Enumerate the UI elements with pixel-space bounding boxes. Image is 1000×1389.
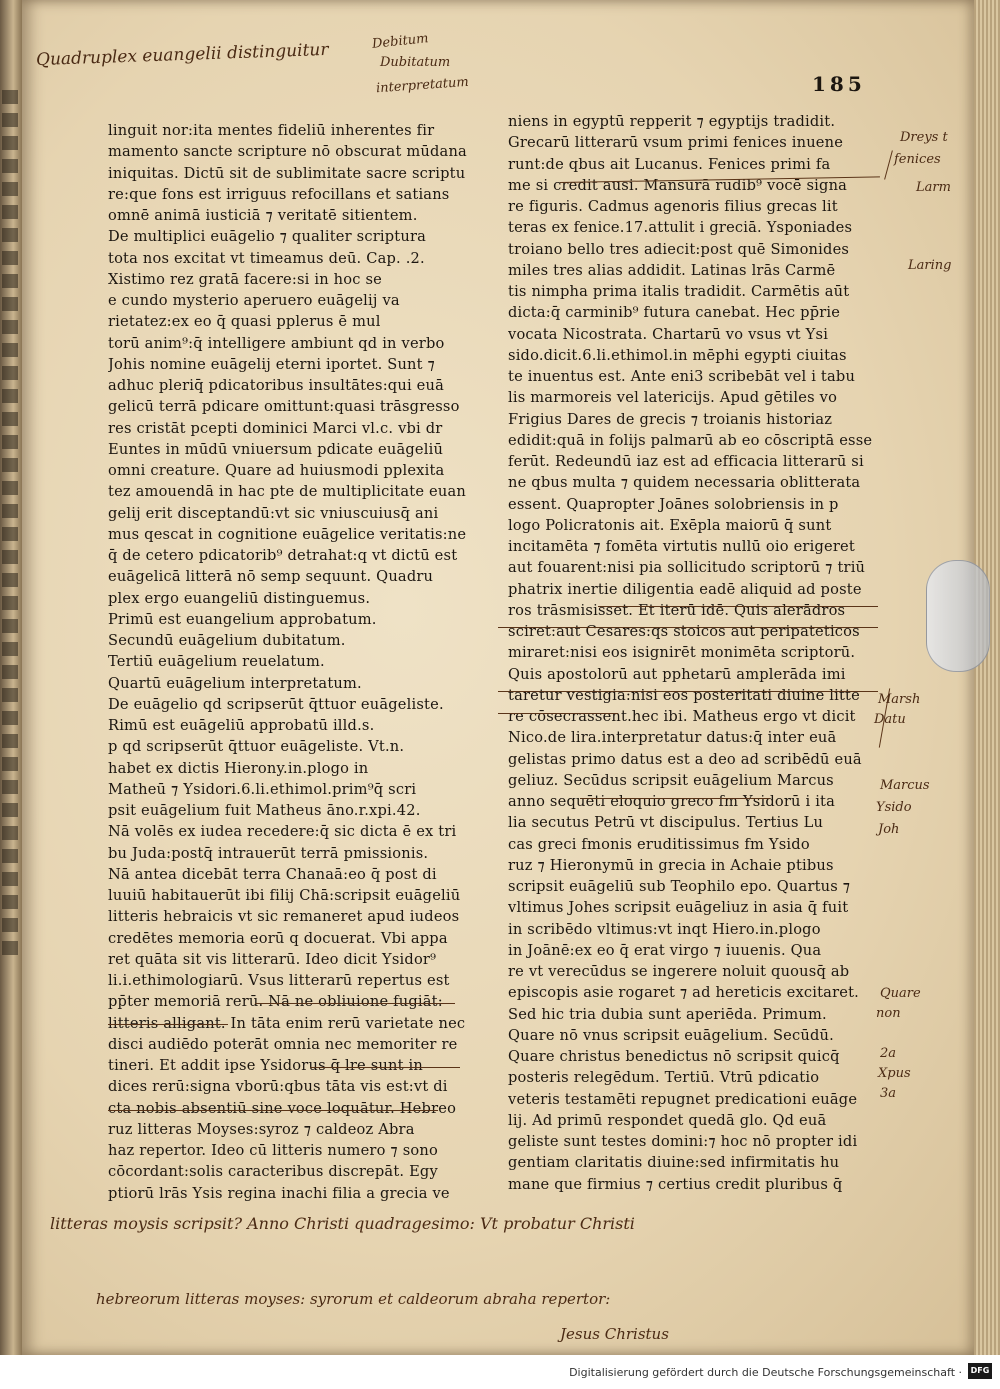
- text-line: Matheū ⁊ Ysidori.6.li.ethimol.prim⁹q̄ scri: [108, 780, 417, 798]
- margin-note-right: Marcus: [880, 778, 930, 793]
- margin-note-right: Datu: [874, 712, 906, 727]
- text-line: omni creature. Quare ad huiusmodi pplexita: [108, 462, 445, 479]
- text-line: gelistas primo datus est a deo ad scribēdū euā: [508, 750, 862, 768]
- text-line: niens in egyptū repperit ⁊ egyptijs tradidit.: [508, 113, 836, 130]
- ink-underline: [498, 691, 878, 692]
- text-line: gelij erit disceptandū:vt sic vniuscuiusq̄ ani: [108, 504, 439, 522]
- text-line: te inuentus est. Ante eni3 scribebāt vel i tabu: [508, 368, 856, 385]
- handwritten-note-bottom-3: Jesus Christus: [560, 1325, 669, 1343]
- ink-underline: [580, 798, 770, 799]
- text-line: litteris hebraicis vt sic remaneret apud iudeos: [108, 908, 460, 926]
- text-line: ptiorū lrās Ysis regina inachi filia a grecia ve: [108, 1184, 450, 1202]
- margin-note-right: 3a: [880, 1086, 897, 1101]
- margin-note-right: Dreys t: [900, 130, 948, 145]
- text-line: geliste sunt testes domini:⁊ hoc nō propter idi: [508, 1133, 858, 1150]
- margin-note-right: Ysido: [876, 800, 912, 815]
- text-line: vocata Nicostrata. Chartarū vo vsus vt Ysi: [508, 325, 829, 343]
- text-column-left: [108, 120, 490, 1204]
- text-line: cta nobis absentiū sine voce loquātur. Hebreo: [108, 1099, 457, 1117]
- folio-number: 185: [812, 72, 866, 96]
- text-line: li.i.ethimologiarū. Vsus litterarū repertus est: [108, 972, 450, 989]
- text-line: mus qescat in cognitione euāgelice veritatis:ne: [108, 525, 467, 543]
- handwritten-note-top: Quadruplex euangelii distinguitur: [35, 39, 329, 71]
- margin-note-right: Xpus: [878, 1066, 911, 1081]
- text-line: habet ex dictis Hierony.in.plogo in: [108, 759, 369, 777]
- text-line: Johis nomine euāgelij eterni iportet. Sunt ⁊: [108, 355, 435, 373]
- text-line: teras ex fenice.17.attulit i greciā. Ysponiades: [508, 219, 853, 237]
- text-line: adhuc pleriq̄ pdicatoribus insultātes:qui euā: [108, 377, 444, 394]
- margin-note-right: Joh: [878, 822, 900, 837]
- text-line: Sed hic tria dubia sunt aperiēda. Primum.: [508, 1005, 827, 1023]
- text-line: lij. Ad primū respondet quedā glo. Qd euā: [508, 1111, 827, 1129]
- text-line: cōcordant:solis caracteribus discrepāt. Egy: [108, 1163, 438, 1181]
- text-line: lis marmoreis vel latericijs. Apud gētiles vo: [508, 389, 838, 407]
- text-line: Quis apostolorū aut pphetarū amplerāda imi: [508, 665, 846, 683]
- text-line: re figuris. Cadmus agenoris filius grecas lit: [508, 198, 838, 215]
- text-line: Nā antea dicebāt terra Chanaā:eo q̄ post di: [108, 865, 437, 883]
- text-line: Frigius Dares de grecis ⁊ troianis historiaz: [508, 410, 833, 428]
- text-line: posteris relegēdum. Tertiū. Vtrū pdicatio: [508, 1069, 820, 1087]
- text-line: tineri. Et addit ipse Ysidorus q̄ lre sunt in: [108, 1057, 423, 1074]
- text-line: Euntes in mūdū vniuersum pdicate euāgeliū: [108, 440, 444, 458]
- text-line: in scribēdo vltimus:vt inqt Hiero.in.plogo: [508, 920, 821, 938]
- text-line: episcopis asie rogaret ⁊ ad hereticis excitaret.: [508, 984, 859, 1002]
- text-column-right: [508, 111, 880, 1195]
- text-line: Nā volēs ex iudea recedere:q̄ sic dicta ē ex tri: [108, 823, 457, 841]
- plastic-page-clip: [926, 560, 990, 672]
- text-line: miraret:nisi eos isignirēt monimēta scriptorū.: [508, 644, 856, 662]
- text-line: phatrix inertie diligentia eadē aliquid ad poste: [508, 580, 862, 598]
- ink-underline: [255, 1003, 455, 1004]
- footer-bar: [0, 1355, 1000, 1389]
- text-line: res cristāt pcepti dominici Marci vl.c. vbi dr: [108, 419, 443, 437]
- text-line: ros trāsmisisset. Et iterū idē. Quis alerādros: [508, 601, 846, 619]
- handwritten-note-top-right-2: Dubitatum: [380, 55, 451, 70]
- text-line: anno sequēti eloquio greco fm Ysidorū i ita: [508, 793, 836, 810]
- margin-note-right: Quare: [880, 986, 921, 1001]
- text-line: Rimū est euāgeliū approbatū illd.s.: [108, 717, 375, 734]
- text-line: vltimus Johes scripsit euāgeliuz in asia q̄ fuit: [508, 899, 849, 917]
- text-line: haz repertor. Ideo cū litteris numero ⁊ sono: [108, 1142, 438, 1159]
- text-line: tis nimpha prima italis tradidit. Carmētis aūt: [508, 283, 850, 300]
- text-line: bu Juda:postq̄ intrauerūt terrā pmissionis.: [108, 844, 429, 862]
- text-line: essent. Quapropter Joānes solobriensis in p: [508, 495, 839, 513]
- text-line: sido.dicit.6.li.ethimol.in mēphi egypti ciuitas: [508, 346, 847, 364]
- text-line: gentiam claritatis diuine:sed infirmitatis hu: [508, 1154, 840, 1172]
- dfg-logo: DFG: [968, 1363, 992, 1379]
- text-line: p qd scripserūt q̄ttuor euāgeliste. Vt.n.: [108, 738, 405, 756]
- handwritten-note-top-right-3: interpretatum: [375, 74, 470, 97]
- handwritten-note-bottom-1: litteras moysis scripsit? Anno Christi quadragesimo: Vt probatur Christi: [50, 1214, 635, 1233]
- margin-note-right: non: [876, 1006, 901, 1021]
- text-line: me si credit ausi. Mansurā rudib⁹ vocē signa: [508, 176, 848, 194]
- text-line: logo Policratonis ait. Exēpla maiorū q̄ sunt: [508, 516, 832, 534]
- ink-underline: [598, 606, 878, 607]
- text-line: omnē animā iusticiā ⁊ veritatē sitientem.: [108, 207, 418, 224]
- text-line: Quare christus benedictus nō scripsit quicq̄: [508, 1048, 840, 1065]
- text-line: Quare nō vnus scripsit euāgelium. Secūdū.: [508, 1026, 834, 1044]
- ink-underline: [498, 713, 618, 714]
- text-line: pp̄ter memoriā rerū. Nā ne obliuione fugiāt:: [108, 993, 443, 1011]
- ink-underline: [310, 1067, 460, 1068]
- page-block-edge: [974, 0, 1000, 1355]
- text-line: ferūt. Redeundū iaz est ad efficacia litterarū si: [508, 453, 864, 470]
- text-line: runt:de qbus ait Lucanus. Fenices primi fa: [508, 155, 831, 173]
- margin-note-right: Marsh: [878, 692, 921, 707]
- text-line: Quartū euāgelium interpretatum.: [108, 674, 362, 692]
- text-line: mamento sancte scripture nō obscurat mūdana: [108, 143, 467, 161]
- text-line: ne qbus multa ⁊ quidem necessaria oblitterata: [508, 474, 861, 492]
- text-line: q̄ de cetero pdicatorib⁹ detrahat:q vt dictū est: [108, 547, 458, 564]
- left-page-edge: [0, 0, 22, 1355]
- text-line: re vt verecūdus se ingerere noluit quousq̄ ab: [508, 963, 850, 980]
- text-line: veteris testamēti repugnet predicationi euāge: [508, 1090, 858, 1108]
- text-line: re:que fons est irriguus refocillans et satians: [108, 185, 450, 203]
- text-line: in Joānē:ex eo q̄ erat virgo ⁊ iuuenis. Qua: [508, 941, 822, 959]
- text-line: Xistimo rez gratā facere:si in hoc se: [108, 270, 382, 288]
- text-line: torū anim⁹:q̄ intelligere ambiunt qd in verbo: [108, 334, 445, 352]
- text-line: linguit nor:ita mentes fideliū inherentes fir: [108, 122, 435, 139]
- text-line: euāgelicā litterā nō semp sequunt. Quadru: [108, 568, 434, 586]
- text-line: incitamēta ⁊ fomēta virtutis nullū oio erigeret: [508, 538, 855, 555]
- text-line: cas greci fmonis eruditissimus fm Ysido: [508, 835, 810, 853]
- margin-note-right: Larm: [916, 180, 951, 195]
- text-line: taretur vestigia:nisi eos posteritati diuine litte: [508, 686, 860, 704]
- handwritten-note-top-right-1: Debitum: [371, 31, 430, 52]
- margin-note-right: Laring: [908, 258, 952, 273]
- text-line: luuiū habitauerūt ibi filij Chā:scripsit euāgeliū: [108, 887, 461, 904]
- text-line: scripsit euāgeliū sub Teophilo epo. Quartus ⁊: [508, 878, 851, 895]
- text-line: dicta:q̄ carminib⁹ futura canebat. Hec pp̄rie: [508, 304, 841, 322]
- text-line: sciret:aut Cesares:qs stoicos aut peripateticos: [508, 623, 860, 640]
- text-line: e cundo mysterio aperuero euāgelij va: [108, 292, 400, 309]
- text-line: ruz ⁊ Hieronymū in grecia in Achaie ptibus: [508, 856, 834, 874]
- text-line: De multiplici euāgelio ⁊ qualiter scriptura: [108, 228, 427, 246]
- margin-note-right: fenices: [894, 152, 941, 167]
- text-line: re cōsecrassent.hec ibi. Matheus ergo vt dicit: [508, 708, 856, 725]
- ink-underline: [108, 1024, 228, 1025]
- text-line: plex ergo euangeliū distinguemus.: [108, 589, 371, 607]
- ink-underline: [108, 1110, 438, 1111]
- text-line: Primū est euangelium approbatum.: [108, 610, 377, 628]
- text-line: Secundū euāgelium dubitatum.: [108, 632, 346, 649]
- text-line: geliuz. Secūdus scripsit euāgelium Marcus: [508, 771, 834, 789]
- text-line: dices rerū:signa vborū:qbus tāta vis est:vt di: [108, 1078, 448, 1096]
- text-line: Grecarū litterarū vsum primi fenices inuene: [508, 134, 844, 152]
- text-line: tez amouendā in hac pte de multiplicitate euan: [108, 483, 466, 501]
- text-line: litteris alligant. In tāta enim rerū varietate nec: [108, 1014, 466, 1032]
- text-line: miles tres alias addidit. Latinas lrās Carmē: [508, 261, 836, 279]
- text-line: gelicū terrā pdicare omittunt:quasi trāsgresso: [108, 398, 460, 416]
- text-line: disci audiēdo poterāt omnia nec memoriter re: [108, 1035, 458, 1053]
- text-line: ruz litteras Moyses:syroz ⁊ caldeoz Abra: [108, 1120, 415, 1138]
- text-line: ret quāta sit vis litterarū. Ideo dicit Ysidor⁹: [108, 950, 437, 968]
- left-page-text-strip: [2, 90, 22, 990]
- handwritten-note-bottom-2: hebreorum litteras moyses: syrorum et caldeorum abraha repertor:: [96, 1290, 611, 1308]
- text-line: lia secutus Petrū vt discipulus. Tertius Lu: [508, 814, 824, 832]
- funding-credit: Digitalisierung gefördert durch die Deutsche Forschungsgemeinschaft ·: [569, 1366, 962, 1379]
- text-line: Nico.de lira.interpretatur datus:q̄ inter euā: [508, 729, 837, 747]
- text-line: aut fouarent:nisi pia sollicitudo scriptorū ⁊ triū: [508, 559, 866, 577]
- text-line: troiano bello tres adiecit:post quē Simonides: [508, 240, 850, 258]
- text-line: mane que firmius ⁊ certius credit pluribus q̄: [508, 1175, 843, 1193]
- text-line: edidit:quā in folijs palmarū ab eo cōscriptā esse: [508, 431, 873, 449]
- margin-note-right: 2a: [880, 1046, 897, 1061]
- text-line: rietatez:ex eo q̄ quasi pplerus ē mul: [108, 313, 381, 331]
- text-line: Tertiū euāgelium reuelatum.: [108, 653, 325, 671]
- text-line: psit euāgelium fuit Matheus āno.r.xpi.42.: [108, 802, 421, 819]
- text-line: tota nos excitat vt timeamus deū. Cap. .2.: [108, 249, 425, 267]
- text-line: De euāgelio qd scripserūt q̄ttuor euāgeliste.: [108, 695, 444, 713]
- ink-underline: [498, 627, 878, 628]
- text-line: credētes memoria eorū q docuerat. Vbi appa: [108, 929, 448, 947]
- text-line: iniquitas. Dictū sit de sublimitate sacre scriptu: [108, 164, 466, 182]
